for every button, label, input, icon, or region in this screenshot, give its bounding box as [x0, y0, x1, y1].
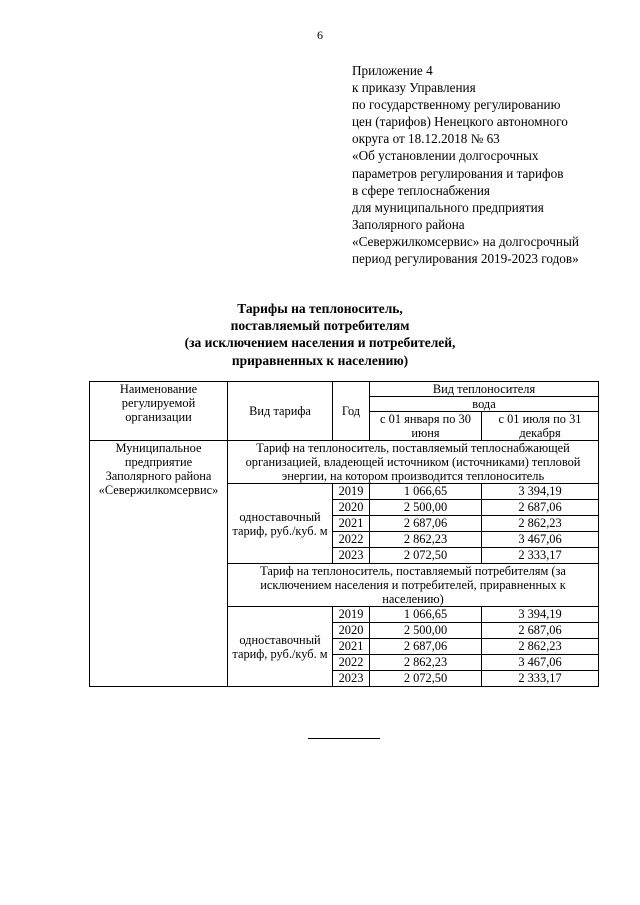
appendix-line: Приложение 4 — [352, 63, 433, 78]
appendix-reference — [352, 62, 622, 267]
value-second-half: 2 687,06 — [482, 500, 599, 516]
footer-divider — [308, 738, 380, 739]
header-carrier: Вид теплоносителя — [370, 382, 599, 397]
value-first-half: 1 066,65 — [370, 607, 482, 623]
appendix-line: параметров регулирования и тарифов — [352, 165, 564, 181]
page-number: 6 — [317, 28, 323, 42]
document-title — [0, 300, 640, 369]
value-first-half: 2 500,00 — [370, 500, 482, 516]
title-line: поставляемый потребителям — [230, 318, 410, 334]
header-water: вода — [370, 397, 599, 412]
tariff-type: одноставочный тариф, руб./куб. м — [228, 484, 333, 564]
year-cell: 2022 — [333, 532, 370, 548]
value-first-half: 2 862,23 — [370, 532, 482, 548]
appendix-line: для муниципального предприятия — [352, 199, 544, 215]
year-cell: 2021 — [333, 516, 370, 532]
year-cell: 2020 — [333, 500, 370, 516]
appendix-line: цен (тарифов) Ненецкого автономного — [352, 114, 568, 130]
value-first-half: 2 687,06 — [370, 639, 482, 655]
year-cell: 2021 — [333, 639, 370, 655]
tariff-table — [89, 381, 599, 687]
appendix-line: к приказу Управления — [352, 80, 476, 96]
value-second-half: 2 862,23 — [482, 639, 599, 655]
header-period-2: с 01 июля по 31 декабря — [482, 412, 599, 441]
appendix-line: в сфере теплоснабжения — [352, 182, 490, 198]
title-line: приравненных к населению) — [231, 352, 409, 368]
value-first-half: 1 066,65 — [370, 484, 482, 500]
value-second-half: 2 862,23 — [482, 516, 599, 532]
year-cell: 2022 — [333, 655, 370, 671]
value-second-half: 3 467,06 — [482, 532, 599, 548]
value-first-half: 2 862,23 — [370, 655, 482, 671]
value-second-half: 3 467,06 — [482, 655, 599, 671]
section-heading: Тариф на теплоноситель, поставляемый потребителям (за исключением населения и потребителей, приравненных к населению) — [228, 564, 599, 607]
appendix-line: «Об установлении долгосрочных — [352, 148, 539, 164]
header-period-1: с 01 января по 30 июня — [370, 412, 482, 441]
organization-name: Муниципальное предприятие Заполярного района «Севержилкомсервис» — [90, 441, 228, 687]
value-first-half: 2 500,00 — [370, 623, 482, 639]
appendix-line: округа от 18.12.2018 № 63 — [352, 131, 500, 147]
value-first-half: 2 072,50 — [370, 548, 482, 564]
section-heading: Тариф на теплоноситель, поставляемый теплоснабжающей организацией, владеющей источником (источниками) тепловой энергии, на котором производится теплоноситель — [228, 441, 599, 484]
title-line: Тарифы на теплоноситель, — [237, 301, 403, 316]
appendix-line: Заполярного района — [352, 216, 465, 232]
appendix-line: период регулирования 2019-2023 годов» — [352, 251, 579, 267]
value-second-half: 3 394,19 — [482, 607, 599, 623]
value-second-half: 2 333,17 — [482, 671, 599, 687]
value-second-half: 2 687,06 — [482, 623, 599, 639]
value-first-half: 2 072,50 — [370, 671, 482, 687]
value-second-half: 3 394,19 — [482, 484, 599, 500]
tariff-type: одноставочный тариф, руб./куб. м — [228, 607, 333, 687]
value-first-half: 2 687,06 — [370, 516, 482, 532]
year-cell: 2023 — [333, 671, 370, 687]
year-cell: 2023 — [333, 548, 370, 564]
appendix-line: «Севержилкомсервис» на долгосрочный — [352, 233, 579, 249]
header-year: Год — [333, 382, 370, 441]
year-cell: 2019 — [333, 607, 370, 623]
title-line: (за исключением населения и потребителей, — [184, 335, 456, 351]
appendix-line: по государственному регулированию — [352, 97, 561, 113]
value-second-half: 2 333,17 — [482, 548, 599, 564]
year-cell: 2020 — [333, 623, 370, 639]
header-tariff-type: Вид тарифа — [228, 382, 333, 441]
year-cell: 2019 — [333, 484, 370, 500]
header-org: Наименование регулируемой организации — [90, 382, 228, 441]
